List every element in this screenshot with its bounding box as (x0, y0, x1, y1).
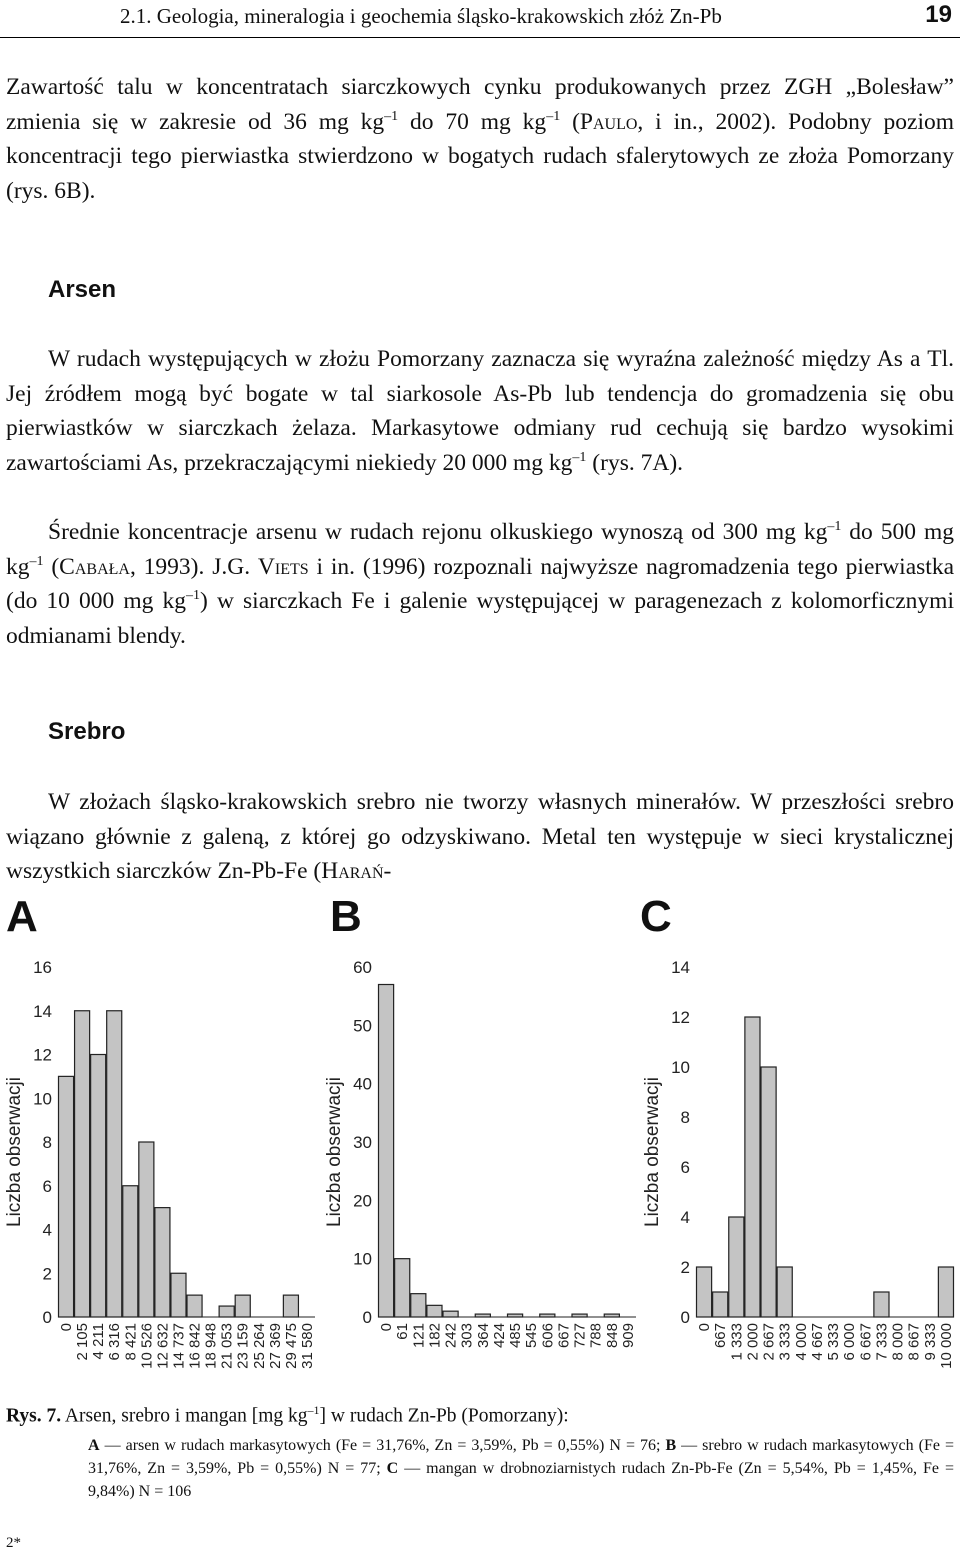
panel-label-a: A (6, 892, 38, 941)
x-tick-label: 7 333 (873, 1323, 891, 1361)
x-tick-label: 9 333 (921, 1323, 939, 1361)
paragraph-srebro (6, 785, 954, 889)
author-name: Viets (257, 553, 309, 580)
histogram-bar (697, 1267, 712, 1317)
superscript: –1 (546, 108, 561, 124)
x-tick-label: 242 (442, 1323, 460, 1349)
y-tick-label: 8 (680, 1108, 690, 1127)
histogram-bar (123, 1186, 138, 1317)
histogram-bar (508, 1314, 523, 1317)
caption-key-b: B (665, 1436, 677, 1454)
y-tick-label: 12 (33, 1045, 52, 1065)
author-name: Cabała (59, 553, 130, 580)
header-rule (0, 37, 960, 38)
paragraph-thallium (6, 70, 954, 208)
histogram-bar (379, 985, 394, 1318)
x-tick-label: 182 (426, 1323, 444, 1349)
y-axis-label: Liczba obserwacji (642, 1077, 663, 1227)
caption-label: Rys. 7. (6, 1405, 62, 1427)
text-run: Zawartość talu w koncentratach siarczkowych cynku produkowanych przez ZGH „Bolesław” zmienia się w zakresie od 36 mg kg (6, 74, 954, 135)
histogram-bar (171, 1273, 186, 1317)
x-tick-label: 8 667 (905, 1323, 923, 1361)
text-run: do 70 mg kg (398, 108, 547, 135)
y-tick-label: 50 (353, 1016, 372, 1036)
histogram-bar (107, 1011, 122, 1317)
x-tick-label: 4 211 (90, 1323, 108, 1360)
x-tick-label: 3 333 (776, 1323, 794, 1361)
x-tick-label: 667 (555, 1323, 573, 1349)
x-tick-label: 8 421 (122, 1323, 140, 1361)
histogram-arsen (0, 945, 320, 1400)
x-tick-label: 21 053 (218, 1323, 236, 1369)
caption-key-c: C (386, 1459, 399, 1477)
histogram-bar (540, 1314, 555, 1317)
section-heading-srebro: Srebro (48, 718, 126, 745)
author-name: Paulo (579, 108, 638, 135)
y-tick-label: 12 (671, 1008, 690, 1027)
x-tick-label: 0 (696, 1323, 714, 1332)
x-tick-label: 909 (619, 1323, 637, 1349)
section-heading-arsen: Arsen (48, 276, 117, 303)
x-tick-label: 0 (378, 1323, 396, 1332)
x-tick-label: 121 (410, 1323, 428, 1349)
running-title: 2.1. Geologia, mineralogia i geochemia śląsko-krakowskich złóż Zn-Pb (120, 4, 722, 28)
histogram-bar (745, 1017, 760, 1317)
x-tick-label: 303 (458, 1323, 476, 1349)
text-run: ) w siarczkach Fe i galenie występującej w paragenezach z kolomorficznymi odmianami blendy. (6, 588, 954, 649)
histogram-bar (761, 1067, 776, 1317)
x-tick-label: 61 (394, 1323, 412, 1340)
y-tick-label: 40 (353, 1074, 372, 1094)
superscript: –1 (29, 553, 44, 569)
x-tick-label: 25 264 (250, 1323, 268, 1369)
superscript: –1 (384, 108, 399, 124)
x-tick-label: 6 316 (106, 1323, 124, 1361)
text-run: do 500 mg kg (6, 519, 954, 580)
x-tick-label: 4 000 (792, 1323, 810, 1361)
x-tick-label: 545 (523, 1323, 541, 1349)
histogram-bar (572, 1314, 587, 1317)
text-run: i in. (1996) rozpoznali najwyższe nagromadzenia tego pierwiastka (do 10 000 mg kg (6, 553, 954, 615)
x-tick-label: 6 000 (841, 1323, 859, 1361)
histogram-bar (475, 1314, 490, 1317)
x-tick-label: 667 (712, 1323, 730, 1349)
histogram-bar (283, 1295, 298, 1317)
x-tick-label: 2 667 (760, 1323, 778, 1361)
y-tick-label: 0 (680, 1308, 690, 1327)
text-run: W złożach śląsko-krakowskich srebro nie tworzy własnych minerałów. W przeszłości srebro wiązano głównie z galeną, z której go odzyskiwano. Metal ten występuje w sieci krystalicznej wszystkich siarczków Zn-Pb-Fe ( (6, 789, 954, 885)
superscript: –1 (572, 449, 587, 465)
text-run: ( (43, 553, 60, 580)
x-tick-label: 31 580 (298, 1323, 316, 1369)
y-tick-label: 30 (353, 1133, 372, 1152)
y-tick-label: 4 (42, 1220, 52, 1240)
y-axis-label: Liczba obserwacji (324, 1077, 345, 1227)
histogram-bar (155, 1208, 170, 1317)
x-tick-label: 10 526 (138, 1323, 156, 1369)
x-tick-label: 727 (571, 1323, 589, 1349)
y-tick-label: 2 (680, 1258, 690, 1277)
x-tick-label: 485 (507, 1323, 525, 1349)
text-run: W rudach występujących w złożu Pomorzany zaznacza się wyraźna zależność między As a Tl. Jej źródłem mogą być bogate w tal siarkosole As-Pb lub tendencja do gromadzenia się obu pierwiastków w siarczkach żelaza. Markasytowe odmiany rud cechują się bardzo wysokimi zawartościami As, przekraczającymi niekiedy 20 000 mg kg (6, 346, 954, 476)
y-tick-label: 20 (353, 1191, 372, 1211)
text-run: — srebro w rudach markasytowych (Fe = 31,76%, Zn = 3,59%, Pb = 0,55%) N = 77; (88, 1436, 954, 1477)
x-tick-label: 6 667 (857, 1323, 875, 1361)
x-tick-label: 5 333 (825, 1323, 843, 1361)
x-tick-label: 0 (58, 1323, 76, 1332)
paragraph-arsen-1 (6, 342, 954, 480)
x-tick-label: 424 (490, 1323, 508, 1349)
x-tick-label: 848 (603, 1323, 621, 1349)
histogram-bar (75, 1011, 90, 1317)
caption-key-a: A (88, 1436, 100, 1454)
y-tick-label: 6 (42, 1176, 52, 1196)
panel-label-b: B (330, 892, 362, 941)
panel-label-c: C (640, 892, 672, 941)
histogram-bar (395, 1259, 410, 1317)
histogram-bar (427, 1305, 442, 1317)
y-tick-label: 14 (671, 958, 690, 977)
y-tick-label: 4 (680, 1208, 690, 1227)
x-tick-label: 8 000 (889, 1323, 907, 1361)
y-tick-label: 2 (42, 1264, 52, 1284)
superscript: –1 (827, 519, 842, 535)
paragraph-arsen-2 (6, 515, 954, 653)
x-tick-label: 14 737 (170, 1323, 188, 1369)
y-tick-label: 60 (353, 958, 372, 977)
histogram-bar (874, 1292, 889, 1317)
text-run: Arsen, srebro i mangan [mg kg (61, 1405, 308, 1427)
text-run: ( (560, 108, 580, 135)
histogram-bar (777, 1267, 792, 1317)
x-tick-label: 4 667 (808, 1323, 826, 1361)
histogram-bar (219, 1306, 234, 1317)
histogram-bar (235, 1295, 250, 1317)
running-head (0, 0, 960, 40)
histogram-bar (729, 1217, 744, 1317)
x-tick-label: 27 369 (266, 1323, 284, 1369)
x-tick-label: 2 000 (744, 1323, 762, 1361)
y-tick-label: 16 (33, 958, 52, 977)
superscript: –1 (186, 588, 201, 604)
x-tick-label: 606 (539, 1323, 557, 1349)
caption-body (88, 1434, 954, 1503)
figure-caption (6, 1403, 954, 1503)
text-run: , 1993). J.G. (129, 553, 258, 580)
histogram-mangan (632, 945, 960, 1400)
x-tick-label: 364 (474, 1323, 492, 1349)
x-tick-label: 16 842 (186, 1323, 204, 1369)
histogram-bar (59, 1076, 74, 1317)
y-tick-label: 0 (42, 1308, 52, 1327)
y-tick-label: 14 (33, 1001, 52, 1021)
x-tick-label: 10 000 (937, 1323, 955, 1369)
histogram-srebro (318, 945, 640, 1400)
histogram-bar (139, 1142, 154, 1317)
histogram-bar (938, 1267, 953, 1317)
histogram-bar (187, 1295, 202, 1317)
y-tick-label: 6 (680, 1158, 690, 1177)
histogram-bar (411, 1294, 426, 1317)
y-tick-label: 10 (671, 1058, 690, 1077)
y-axis-label: Liczba obserwacji (4, 1077, 25, 1227)
page-number: 19 (925, 1, 952, 28)
histogram-bar (713, 1292, 728, 1317)
superscript: –1 (307, 1403, 320, 1417)
text-run: , i in., 2002). Podobny poziom koncentracji tego pierwiastka stwierdzono w bogatych rudach sfalerytowych ze złoża Pomorzany (rys. 6B). (6, 108, 955, 204)
caption-title (6, 1403, 954, 1428)
histogram-bar (443, 1311, 458, 1317)
x-tick-label: 788 (587, 1323, 605, 1349)
histogram-bar (91, 1055, 106, 1318)
y-tick-label: 10 (33, 1089, 52, 1109)
y-tick-label: 0 (362, 1308, 372, 1327)
x-tick-label: 1 333 (728, 1323, 746, 1361)
x-tick-label: 23 159 (234, 1323, 252, 1369)
text-run: — mangan w drobnoziarnistych rudach Zn-Pb-Fe (Zn = 5,54%, Pb = 1,45%, Fe = 9,84%) N = 106 (88, 1459, 954, 1500)
author-name: Harań- (321, 858, 392, 885)
x-tick-label: 29 475 (282, 1323, 300, 1369)
histogram-bar (604, 1314, 619, 1317)
text-run: ] w rudach Zn-Pb (Pomorzany): (319, 1405, 569, 1427)
text-run: (rys. 7A). (586, 449, 684, 476)
x-tick-label: 2 105 (74, 1323, 92, 1361)
signature-mark: 2* (6, 1535, 21, 1551)
x-tick-label: 18 948 (202, 1323, 220, 1369)
text-run: — arsen w rudach markasytowych (Fe = 31,76%, Zn = 3,59%, Pb = 0,55%) N = 76; (99, 1436, 666, 1454)
y-tick-label: 8 (42, 1133, 52, 1152)
y-tick-label: 10 (353, 1249, 372, 1269)
x-tick-label: 12 632 (154, 1323, 172, 1369)
text-run: Średnie koncentracje arsenu w rudach rejonu olkuskiego wynoszą od 300 mg kg (48, 519, 828, 545)
